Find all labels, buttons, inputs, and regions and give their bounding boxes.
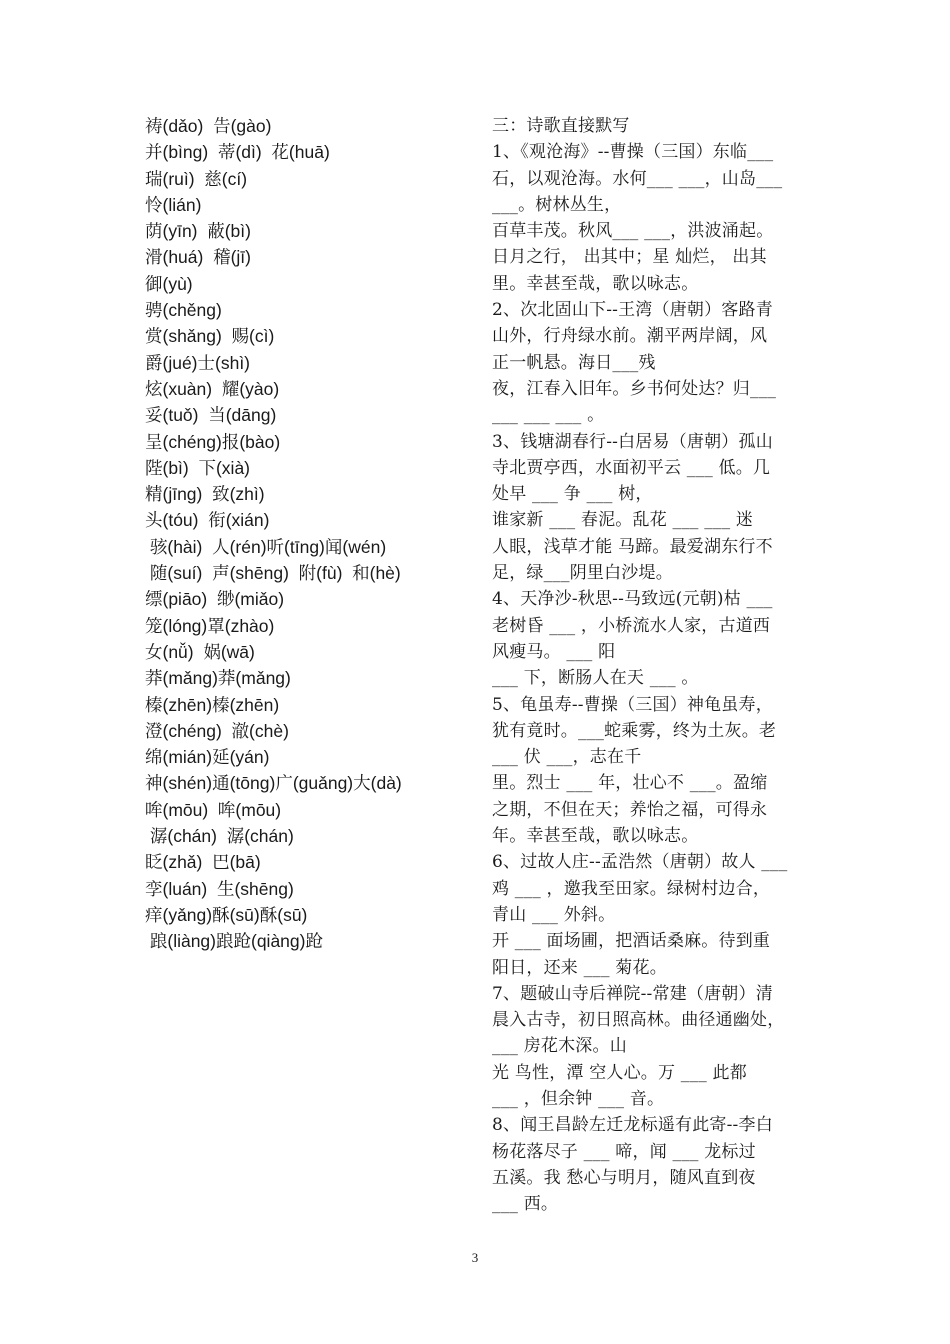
poem-line: 夜，江春入旧年。乡书何处达？归___ <box>492 378 777 399</box>
vocab-line: 澄(chéng) 澈(chè) <box>145 720 289 741</box>
poem-line: 7、题破山寺后禅院--常建（唐朝）清 <box>492 983 773 1004</box>
vocab-line: 荫(yīn) 蔽(bì) <box>145 221 251 242</box>
poem-line: ___ 房花木深。山 <box>492 1036 627 1057</box>
vocab-line: 并(bìng) 蒂(dì) 花(huā) <box>145 142 330 163</box>
vocab-line: 怜(lián) <box>145 194 202 215</box>
vocab-line: 呈(chéng)报(bào) <box>145 431 281 452</box>
pinyin-vocabulary-column <box>145 113 465 955</box>
poem-line: 里。烈士 ___ 年，壮心不 ___。盈缩 <box>492 773 768 794</box>
poem-line: 阳日，还来 ___ 菊花。 <box>492 957 667 978</box>
vocab-line: 潺(chán) 潺(chán) <box>145 826 294 847</box>
poem-line: 石，以观沧海。水何___ ___，山岛___ <box>492 168 783 189</box>
vocab-line: 妥(tuǒ) 当(dāng) <box>145 405 277 426</box>
vocab-line: 绵(mián)延(yán) <box>145 747 270 768</box>
poem-line: 寺北贾亭西，水面初平云 ___ 低。几 <box>492 457 771 478</box>
poem-line: ___ ，但余钟 ___ 音。 <box>492 1088 665 1109</box>
vocab-line: 孪(luán) 生(shēng) <box>145 878 294 899</box>
poem-line: ___。树林丛生， <box>492 194 622 215</box>
poem-line: 开 ___ 面场圃，把酒话桑麻。待到重 <box>492 931 771 952</box>
poem-line: ___ 伏 ___，志在千 <box>492 747 642 768</box>
vocab-line: 眨(zhǎ) 巴(bā) <box>145 852 261 873</box>
vocab-line: 骋(chěng) <box>145 300 222 321</box>
poem-line: 处早 ___ 争 ___ 树， <box>492 484 653 505</box>
vocab-line: 瑞(ruì) 慈(cí) <box>145 168 248 189</box>
vocab-line: 头(tóu) 衔(xián) <box>145 510 270 531</box>
vocab-line: 笼(lóng)罩(zhào) <box>145 615 275 636</box>
vocab-line: 痒(yǎng)酥(sū)酥(sū) <box>145 904 308 925</box>
vocab-line: 踉(liàng)踉跄(qiàng)跄 <box>145 931 323 952</box>
vocab-line: 陛(bì) 下(xià) <box>145 457 250 478</box>
poem-line: 青山 ___ 外斜。 <box>492 904 616 925</box>
vocab-line: 滑(huá) 稽(jī) <box>145 247 251 268</box>
poem-line: ___ ___ ___ 。 <box>492 405 605 426</box>
poem-line: 光 鸟性，潭 空人心。万 ___ 此都 <box>492 1062 747 1083</box>
poem-line: ___ 下，断肠人在天 ___ 。 <box>492 668 699 689</box>
vocab-line: 赏(shǎng) 赐(cì) <box>145 326 275 347</box>
poem-line: 3、钱塘湖春行--白居易（唐朝）孤山 <box>492 431 773 452</box>
poem-line: 三：诗歌直接默写 <box>492 116 630 136</box>
vocab-line: 炫(xuàn) 耀(yào) <box>145 378 280 399</box>
poem-line: 正一帆悬。海日___残 <box>492 352 656 373</box>
poetry-dictation-column <box>492 113 812 1217</box>
vocab-line: 御(yù) <box>145 273 193 294</box>
poem-line: 晨入古寺，初日照高林。曲径通幽处， <box>492 1010 785 1031</box>
poem-line: 1、《观沧海》--曹操（三国）东临___ <box>492 142 774 163</box>
poem-line: 风瘦马。 ___ 阳 <box>492 641 616 662</box>
poem-line: 年。幸甚至哉，歌以咏志。 <box>492 826 699 847</box>
poem-line: 鸡 ___ ，邀我至田家。绿树村边合， <box>492 878 771 899</box>
vocab-line: 女(nǚ) 娲(wā) <box>145 641 255 662</box>
poem-line: 8、闻王昌龄左迁龙标遥有此寄--李白 <box>492 1115 773 1136</box>
poem-line: 里。幸甚至哉，歌以咏志。 <box>492 273 699 294</box>
poem-line: 犹有竟时。___蛇乘雾，终为土灰。老 <box>492 720 777 741</box>
vocab-line: 骇(hài) 人(rén)听(tīng)闻(wén) <box>145 536 387 557</box>
vocab-line: 精(jīng) 致(zhì) <box>145 484 265 505</box>
poem-line: 杨花落尽子 ___ 啼，闻 ___ 龙标过 <box>492 1141 756 1162</box>
poem-line: 谁家新 ___ 春泥。乱花 ___ ___ 迷 <box>492 510 754 531</box>
vocab-line: 缥(piāo) 缈(miǎo) <box>145 589 285 610</box>
poem-line: 五溪。我 愁心与明月，随风直到夜 <box>492 1167 756 1188</box>
vocab-line: 爵(jué)士(shì) <box>145 352 251 373</box>
poem-line: 足，绿___阴里白沙堤。 <box>492 563 673 584</box>
poem-line: 百草丰茂。秋风___ ___，洪波涌起。 <box>492 221 774 242</box>
poem-line: 之期，不但在天；养怡之福，可得永 <box>492 799 768 820</box>
poem-line: ___ 西。 <box>492 1194 559 1215</box>
poem-line: 5、龟虽寿--曹操（三国）神龟虽寿， <box>492 694 773 715</box>
vocab-line: 随(suí) 声(shēng) 附(fù) 和(hè) <box>145 563 401 584</box>
vocab-line: 祷(dǎo) 告(gào) <box>145 116 272 136</box>
poem-line: 4、天净沙-秋思--马致远(元朝)枯 ___ <box>492 589 773 610</box>
poem-line: 老树昏 ___ ，小桥流水人家，古道西 <box>492 615 771 636</box>
poem-line: 日月之行， 出其中；星 灿烂， 出其 <box>492 247 767 268</box>
vocab-line: 莽(mǎng)莽(mǎng) <box>145 668 291 689</box>
page-number: 3 <box>471 1250 479 1265</box>
vocab-line: 哞(mōu) 哞(mōu) <box>145 799 282 820</box>
poem-line: 6、过故人庄--孟浩然（唐朝）故人 ___ <box>492 852 788 873</box>
poem-line: 人眼，浅草才能 马蹄。最爱湖东行不 <box>492 536 773 557</box>
poem-line: 2、次北固山下--王湾（唐朝）客路青 <box>492 300 773 321</box>
poem-line: 山外，行舟绿水前。潮平两岸阔，风 <box>492 326 768 347</box>
vocab-line: 神(shén)通(tōng)广(guǎng)大(dà) <box>145 773 402 794</box>
vocab-line: 榛(zhēn)榛(zhēn) <box>145 694 280 715</box>
